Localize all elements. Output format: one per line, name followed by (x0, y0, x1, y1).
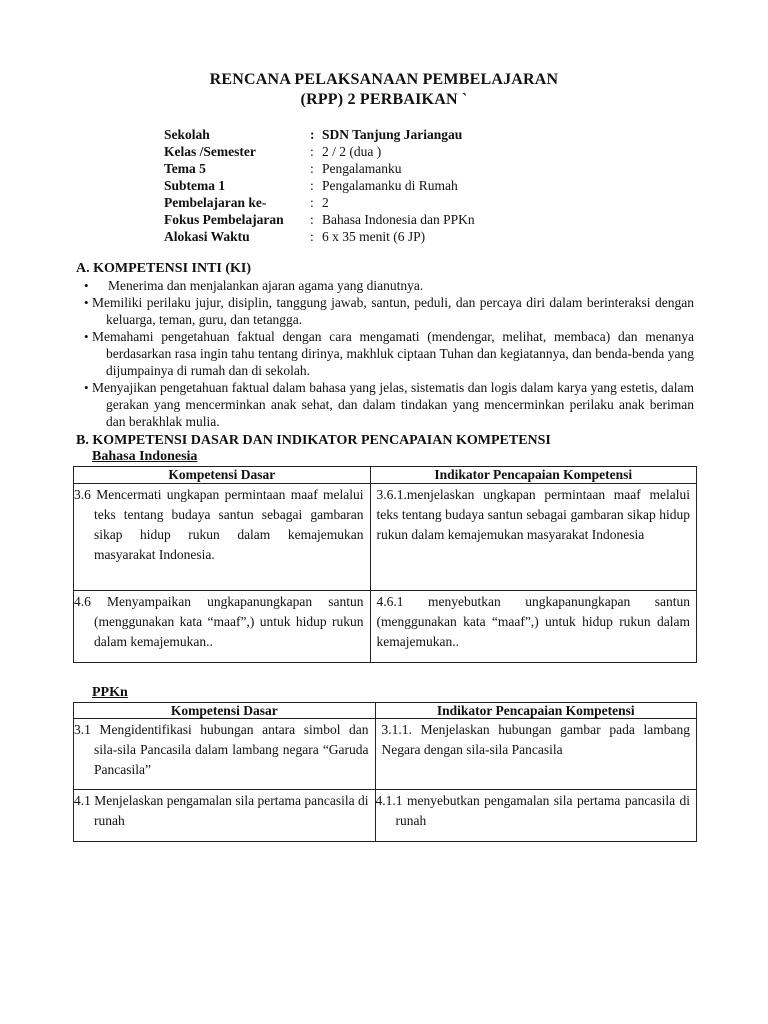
ppkn-kd-table (73, 702, 697, 842)
identity-row (164, 211, 475, 228)
identity-row (164, 143, 475, 160)
bahasa-kd-table (73, 466, 697, 663)
identity-key: Subtema 1 (164, 178, 226, 193)
ipk-cell: 4.1.1 menyebutkan pengamalan sila pertama pancasila di runah (375, 790, 696, 842)
kd-cell: 4.1 Menjelaskan pengamalan sila pertama pancasila di runah (74, 790, 376, 842)
ppkn-label: PPKn (92, 685, 128, 700)
ki-item-text: Memahami pengetahuan faktual dengan cara mengamati (mendengar, melihat, membaca) dan menanya berdasarkan rasa ingin tahu tentang dirinya, makhluk ciptaan Tuhan dan kegiatannya, dan benda-benda yang dijumpainya di rumah dan di sekolah. (92, 329, 694, 378)
column-header: Kompetensi Dasar (74, 467, 371, 484)
identity-key: Sekolah (164, 127, 210, 142)
column-header: Kompetensi Dasar (74, 703, 376, 719)
identity-key: Pembelajaran ke- (164, 195, 267, 210)
table-row (74, 790, 697, 842)
identity-colon: : (310, 229, 314, 244)
identity-value: Bahasa Indonesia dan PPKn (322, 212, 475, 227)
identity-value: 2 / 2 (dua ) (322, 144, 382, 159)
identity-value: 2 (322, 195, 329, 210)
ki-item (86, 277, 694, 294)
identity-colon: : (310, 178, 314, 193)
identity-colon: : (310, 161, 314, 176)
section-a-heading: A. KOMPETENSI INTI (KI) (76, 261, 252, 276)
bullet-icon: • (84, 329, 89, 344)
table-row (74, 719, 697, 790)
table-row (74, 591, 697, 663)
identity-table (164, 126, 475, 245)
identity-value: SDN Tanjung Jariangau (322, 127, 463, 142)
ki-item (86, 379, 694, 430)
identity-key: Kelas /Semester (164, 144, 256, 159)
section-b-heading: B. KOMPETENSI DASAR DAN INDIKATOR PENCAPAIAN KOMPETENSI (76, 433, 551, 448)
document-subtitle: (RPP) 2 PERBAIKAN ` (300, 91, 468, 108)
ipk-cell: 3.1.1. Menjelaskan hubungan gambar pada lambang Negara dengan sila-sila Pancasila (375, 719, 696, 790)
ki-item-text: Menerima dan menjalankan ajaran agama yang dianutnya. (108, 278, 424, 293)
identity-colon: : (310, 144, 314, 159)
identity-colon: : (310, 127, 315, 142)
table-row (74, 484, 697, 591)
identity-row (164, 194, 475, 211)
ki-item-text: Memiliki perilaku jujur, disiplin, tanggung jawab, santun, peduli, dan percaya diri dalam berinteraksi dengan keluarga, teman, guru, dan tetangga. (92, 295, 694, 327)
identity-row (164, 126, 475, 143)
identity-row (164, 160, 475, 177)
identity-colon: : (310, 212, 314, 227)
bullet-icon: • (84, 278, 89, 293)
identity-value: Pengalamanku (322, 161, 402, 176)
document-title: RENCANA PELAKSANAAN PEMBELAJARAN (209, 71, 559, 88)
kd-cell: 3.1 Mengidentifikasi hubungan antara simbol dan sila-sila Pancasila dalam lambang negara “Garuda Pancasila” (74, 719, 376, 790)
bullet-icon: • (84, 295, 89, 310)
column-header: Indikator Pencapaian Kompetensi (375, 703, 696, 719)
kd-cell: 4.6 Menyampaikan ungkapanungkapan santun (menggunakan kata “maaf”,) untuk hidup rukun dalam kemajemukan.. (74, 591, 371, 663)
ki-list (86, 277, 694, 430)
bahasa-indonesia-label: Bahasa Indonesia (92, 449, 198, 464)
identity-row (164, 228, 475, 245)
identity-key: Alokasi Waktu (164, 229, 250, 244)
kd-cell: 3.6 Mencermati ungkapan permintaan maaf melalui teks tentang budaya santun sebagai gambaran sikap hidup rukun dalam kemajemukan masyarakat Indonesia. (74, 484, 371, 591)
identity-value: 6 x 35 menit (6 JP) (322, 229, 426, 244)
identity-key: Fokus Pembelajaran (164, 212, 284, 227)
column-header: Indikator Pencapaian Kompetensi (370, 467, 696, 484)
identity-key: Tema 5 (164, 161, 206, 176)
identity-row (164, 177, 475, 194)
ki-item (86, 328, 694, 379)
ki-item-text: Menyajikan pengetahuan faktual dalam bahasa yang jelas, sistematis dan logis dalam karya yang estetis, dalam gerakan yang mencerminkan anak sehat, dan dalam tindakan yang mencerminkan perilaku anak beriman dan berakhlak mulia. (92, 380, 694, 429)
bullet-icon: • (84, 380, 89, 395)
ki-item (86, 294, 694, 328)
identity-value: Pengalamanku di Rumah (322, 178, 458, 193)
ipk-cell: 3.6.1.menjelaskan ungkapan permintaan maaf melalui teks tentang budaya santun sebagai gambaran sikap hidup rukun dalam kemajemukan masyarakat Indonesia (370, 484, 696, 591)
identity-colon: : (310, 195, 314, 210)
ipk-cell: 4.6.1 menyebutkan ungkapanungkapan santun (menggunakan kata “maaf”,) untuk hidup rukun dalam kemajemukan.. (370, 591, 696, 663)
